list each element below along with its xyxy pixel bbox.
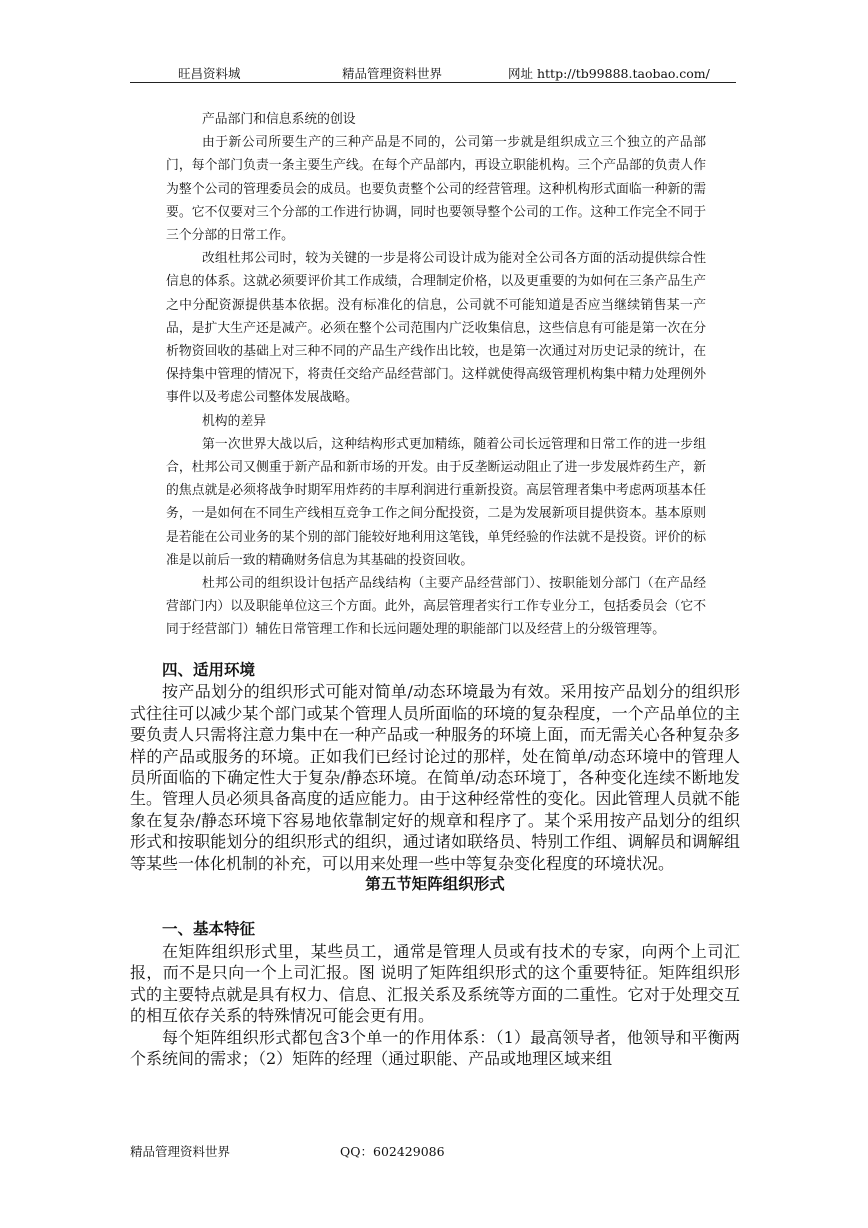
paragraph-basic-features: 在矩阵组织形式里，某些员工，通常是管理人员或有技术的专家，向两个上司汇报，而不是只向一个上司汇报。图 说明了矩阵组织形式的这个重要特征。矩阵组织形式的主要特点就是具有权力、信息、汇报关系及系统等方面的二重性。它对于处理交互的相互依存关系的特殊情况可能会更有用。 [130, 941, 740, 1026]
page-header [130, 62, 736, 83]
paragraph-info-system: 改组杜邦公司时，较为关键的一步是将公司设计成为能对全公司各方面的活动提供综合性信息的体系。这就必须要评价其工作成绩，合理制定价格，以及更重要的为如何在三条产品生产之中分配资源提供基本依据。没有标准化的信息，公司就不可能知道是否应当继续销售某一产品，是扩大生产还是减产。必须在整个公司范围内广泛收集信息，这些信息有可能是第一次在分析物资回收的基础上对三种不同的产品生产线作出比较，也是第一次通过对历史记录的统计，在保持集中管理的情况下，将责任交给产品经营部门。这样就使得高级管理机构集中精力处理例外事件以及考虑公司整体发展战略。 [166, 251, 706, 406]
paragraph-three-systems: 每个矩阵组织形式都包含3个单一的作用体系：（1）最高领导者，他领导和平衡两个系统间的需求；（2）矩阵的经理（通过职能、产品或地理区域来组 [130, 1027, 740, 1068]
footer-qq-text: QQ：602429086 [340, 1144, 445, 1159]
subheading-product-dept: 产品部门和信息系统的创设 [202, 112, 356, 127]
heading-applicable-env: 四、适用环境 [162, 661, 256, 679]
spacer [130, 895, 740, 919]
heading-basic-features: 一、基本特征 [162, 920, 256, 939]
paragraph-applicable-env: 按产品划分的组织形式可能对简单/动态环境最为有效。采用按产品划分的组织形式往往可以减少某个部门或某个管理人员所面临的环境的复杂程度，一个产品单位的主要负责人只需将注意力集中在一种产品或一种服务的环境上面，而无需关心各种复杂多样的产品或服务的环境。正如我们已经讨论过的那样，处在简单/动态环境中的管理人员所面临的下确定性大于复杂/静态环境。在简单/动态环境丁，各种变化连续不断地发生。管理人员必须具备高度的适应能力。由于这种经常性的变化。因此管理人员就不能象在复杂/静态环境下容易地依靠制定好的规章和程序了。某个采用按产品划分的组织形式和按职能划分的组织形式的组织，通过诸如联络员、特别工作组、调解员和调解组等某些一体化机制的补充，可以用来处理一些中等复杂变化程度的环境状况。 [130, 682, 740, 873]
case-study-block [166, 108, 706, 642]
paragraph-post-war: 第一次世界大战以后，这种结构形式更加精练，随着公司长远管理和日常工作的进一步组合，杜邦公司又侧重于新产品和新市场的开发。由于反垄断运动阻止了进一步发展炸药生产，新的焦点就是必须将战争时期军用炸药的丰厚利润进行重新投资。高层管理者集中考虑两项基本任务，一是如何在不同生产线相互竞争工作之间分配投资，二是为发展新项目提供资本。基本原则是若能在公司业务的某个别的部门能较好地利用这笔钱，单凭经验的作法就不是投资。评价的标准是以前后一致的精确财务信息为其基础的投资回收。 [166, 436, 706, 568]
section-title-matrix: 第五节矩阵组织形式 [365, 875, 505, 894]
main-text-block [130, 660, 740, 1069]
footer-left-text: 精品管理资料世界 [130, 1144, 231, 1159]
paragraph-org-design: 杜邦公司的组织设计包括产品线结构（主要产品经营部门）、按职能划分部门（在产品经营部门内）以及职能单位这三个方面。此外，高层管理者实行工作专业分工，包括委员会（它不同于经营部门）辅佐日常管理工作和长远问题处理的职能部门以及经营上的分级管理等。 [166, 576, 706, 638]
header-left-text: 旺昌资料城 [178, 66, 241, 81]
header-url-text: 网址 http://tb99888.taobao.com/ [508, 66, 710, 81]
subheading-structure-diff: 机构的差异 [202, 413, 266, 429]
paragraph-product-dept: 由于新公司所要生产的三种产品是不同的，公司第一步就是组织成立三个独立的产品部门，每个部门负责一条主要生产线。在每个产品部内，再设立职能机构。三个产品部的负责人作为整个公司的管理委员会的成员。也要负责整个公司的经营管理。这种机构形式面临一种新的需要。它不仅要对三个分部的工作进行协调，同时也要领导整个公司的工作。这种工作完全不同于三个分部的日常工作。 [166, 135, 706, 244]
header-middle-text: 精品管理资料世界 [342, 66, 443, 81]
